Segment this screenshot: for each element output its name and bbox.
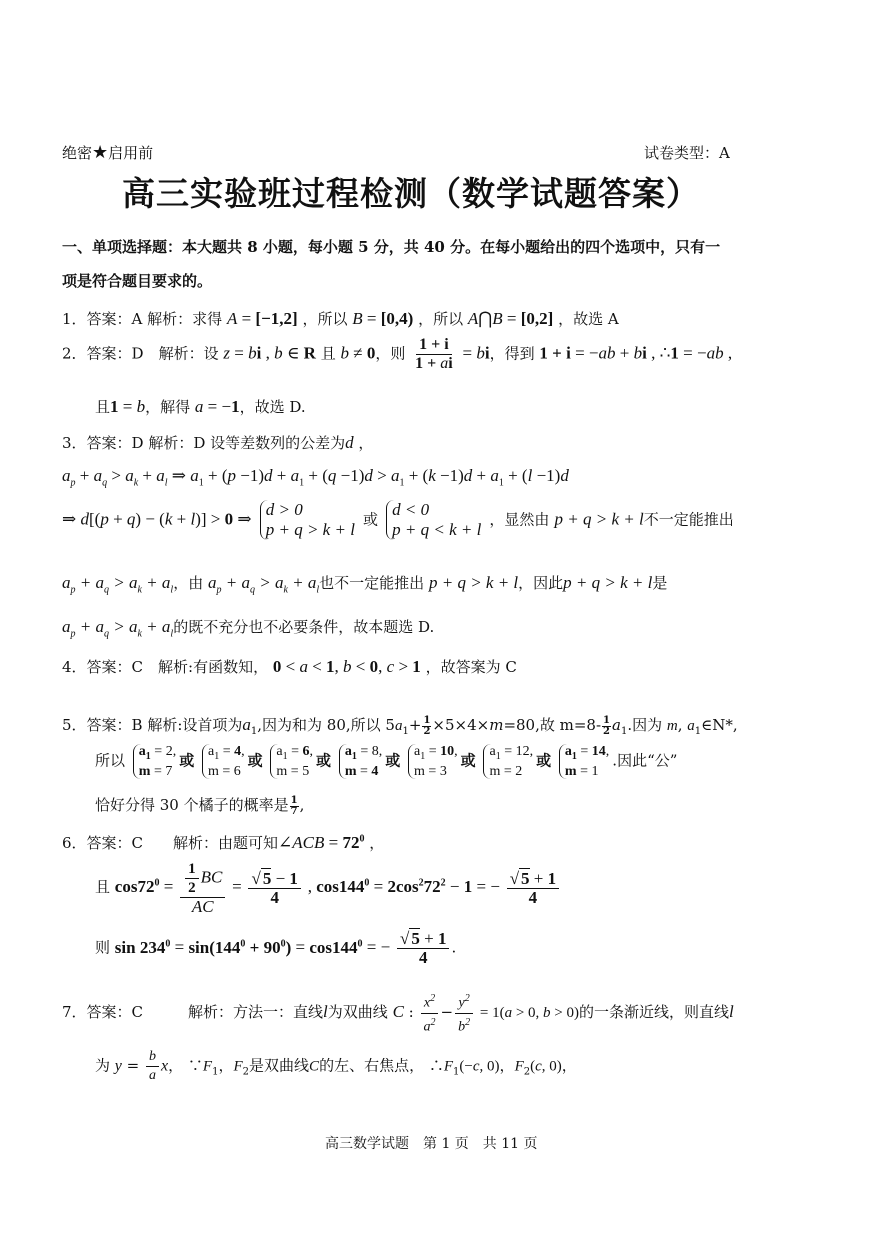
answer-7: 7．答案：C 解析：方法一：直线l为双曲线 C : $\frac{x^2}{a^2}$ − $\frac{y^2}{b^2}$ = 1(a > 0, b > 0)的一条渐近线，则直线l [62, 990, 734, 1036]
secret-text-after: 启用前 [108, 144, 154, 162]
answer-1: 1．答案：A 解析：求得 A = [−1,2] ，所以 B = [0,4) ，所以 A⋂B = [0,2] ，故选 A [62, 309, 619, 328]
answer-2-line2: 且1 = b，解得 a = −1，故选 D. [95, 397, 306, 416]
answer-3-cases: ⇒ d[(p + q) − (k + l)] > 0 ⇒ d > 0 p + q > k + l 或 d < 0 p + q < k + l ，显然由 p + q > k + l不一定能推出 [62, 500, 734, 539]
answer-6: 6．答案：C 解析：由题可知∠ACB = $72^0$ ， [62, 833, 385, 852]
answer-4: 4．答案：C 解析:有函数知， 0 < a < 1, b < 0, c > 1 ，故答案为 C [62, 657, 517, 676]
star-icon: ★ [92, 142, 109, 163]
secret-label [62, 142, 153, 163]
answer-3: 3．答案：D 解析：D 设等差数列的公差为d ， [62, 433, 374, 452]
page-title: 高三实验班过程检测（数学试题答案） [122, 174, 700, 213]
answer-6-line3: 则 $\sin 234^0 = \sin(144^0 + 90^0) = \cos 144^0$ = − $\frac{√ 5 + 1}{4}$ . [95, 929, 457, 967]
secret-text: 绝密 [62, 144, 93, 162]
section-heading-line1: 一、单项选择题：本大题共 8 小题，每小题 5 分，共 40 分。在每小题给出的四个选项中，只有一 [62, 238, 721, 256]
answer-5-cases: 所以 $a_1 = 2$, m = 7或 $a_1 = 4$, m = 6或 $a_1 = 6$, m = 5或 $a_1 = 8$, m = 4或 $a_1 = 10$, m = 3或 $a_1 = 12$, m = 2或 $a_1 = 14$, m = 1.因此“公” [95, 744, 678, 779]
answer-5: 5．答案：B 解析:设首项为$a_1$,因为和为 80,所以 $5a_1+$ $\frac{1}{2}$ ×5×4×m=80,故 m=8- $\frac{1}{2}$ $a_1$.因为 m, $a_1\in N*$, [62, 714, 738, 737]
page-footer: 高三数学试题 第 1 页 共 11 页 [325, 1136, 538, 1152]
answer-3-line4: $a_p + a_q > a_k + a_l$，由 $a_p + a_q > a_k + a_l$也不一定能推出 p + q > k + l，因此p + q > k + l是 [62, 573, 668, 596]
section-heading-line2: 项是符合题目要求的。 [62, 272, 213, 290]
answer-5-line3: 恰好分得 30 个橘子的概率是 $\frac{1}{7}$ , [95, 794, 305, 817]
answer-7-line2: 为 y = $\frac{b}{a}$ x， $\because F_1$，$F_2$是双曲线C的左、右焦点， $\therefore F_1(-c$, 0)，$F_2(c$, 0)， [95, 1049, 577, 1083]
answer-3-derivation: $a_p + a_q > a_k + a_l$ ⇒ $a_1 + (p -1)d + a_1 + (q -1)d > a_1 + (k -1)d + a_1 + (l -1)d$ [62, 466, 569, 489]
answer-2: 2．答案：D 解析：设 z = bi , b ∈ R 且 b ≠ 0，则 $\frac{1 + i}{1 + ai}$ = bi，得到 1 + i = −ab + bi , ∴1 = −ab , [62, 336, 733, 372]
paper-type: 试卷类型：A [644, 144, 730, 162]
answer-6-line2: 且 $\cos 72^0$ = $\frac{1}{2}$ BC AC = $\frac{√ 5 - 1}{4}$ , $\cos 144^0 = 2\cos^272^2 - 1$ = − $\frac{√ 5 + 1}{4}$ [95, 860, 561, 916]
answer-3-line5: $a_p + a_q > a_k + a_l$的既不充分也不必要条件，故本题选 D. [62, 617, 435, 640]
